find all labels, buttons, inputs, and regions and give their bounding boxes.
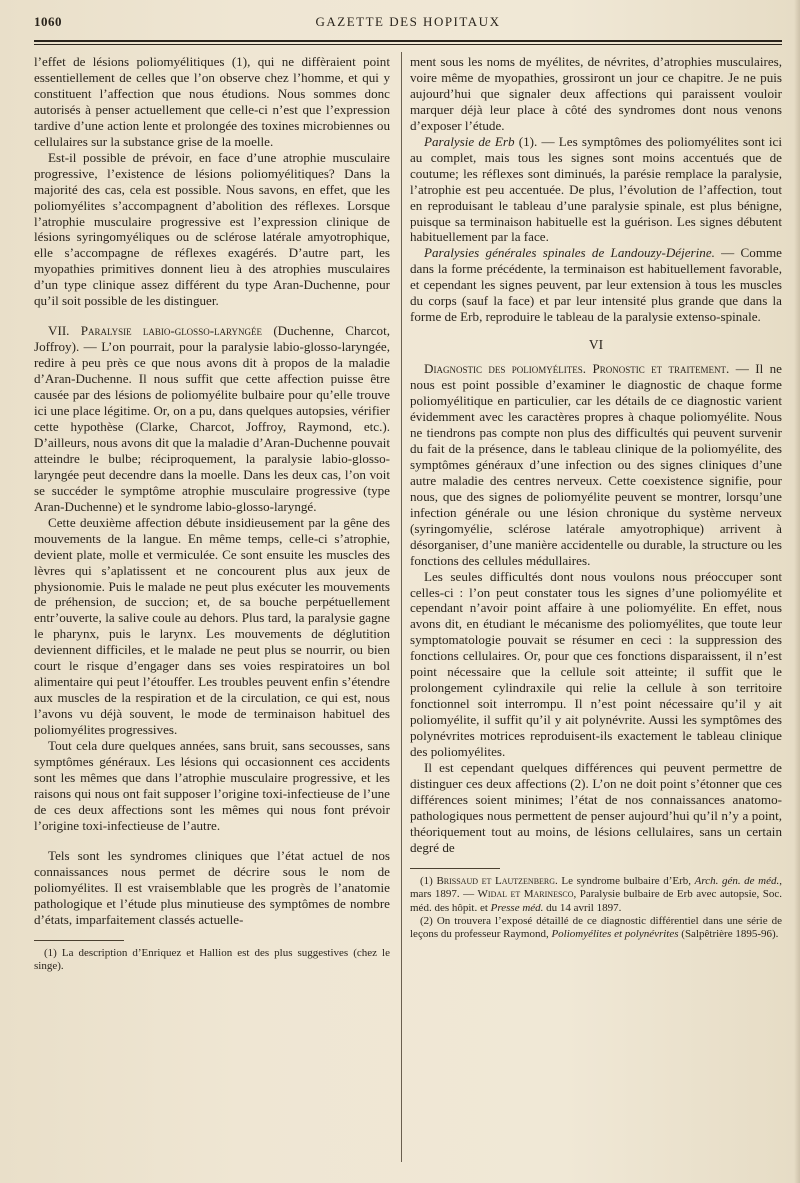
footnote [410, 915, 782, 942]
footnote-text: (2) On trouvera l’exposé détaillé de ce diagnostic différentiel dans une série de leçons du professeur Raymond, [410, 914, 782, 941]
header-rule-thick [34, 40, 782, 42]
left-column [34, 54, 390, 973]
paragraph: Tout cela dure quelques années, sans bruit, sans secousses, sans symptômes généraux. Les lésions qui occasionnent ces accidents sont les mêmes que dans l’atrophie musculaire progressive, et les raisons qui nous ont fait supposer l’origine toxi-infectieuse de l’une de ces deux affections sont les mêmes qui nous font prévoir l’origine toxi-infectieuse de l’autre. [34, 738, 390, 833]
paragraph: Cette deuxième affection débute insidieusement par la gêne des mouvements de la langue. En même temps, celle-ci s’atrophie, devient plate, molle et vermiculée. Ce sont ensuite les muscles des lèvres qui s’aplatissent et ne concourent plus aux jeux de physionomie. Puis le malade ne peut plus exécuter les mouvements de préhension, de succion; et, de sa bouche perpétuellement entr’ouverte, la salive coule au dehors. Plus tard, la paralysie gagne le pharynx, puis le larynx. Les mouvements de déglutition deviennent difficiles, et le malade ne peut plus se nourrir, ou bien court le risque d’engager dans ses voies respiratoires un bol alimentaire qui peut l’étouffer. Les troubles peuvent enfin s’étendre aux muscles de la respiration et de la circulation, ce qui est, nous l’avons vu déjà souvent, le mode de terminaison habituel des poliomyélites progressives. [34, 514, 390, 738]
footnote-separator [34, 940, 124, 941]
paragraph-text: (1). — Les symptômes des poliomyélites sont ici au complet, mais tous les signes sont moins accentués que de coutume; les réflexes sont diminués, la parésie remplace la paralysie, l’atrophie est peu accentuée. De plus, l’évolution de l’affection, tout en reproduisant le tableau d’une paralysie spinale, est plus bénigne, puisque sa terminaison habituelle est la guérison. Les signes débutent habituellement par la face. [410, 133, 782, 245]
footnote-separator [410, 868, 500, 869]
section-number: VI [588, 337, 604, 353]
paragraph: Tels sont les syndromes cliniques que l’état actuel de nos connaissances nous permet de décrire sous le nom de poliomyélites. Il est vraisemblable que les progrès de l’anatomie pathologique et l’étude plus minutieuse des symptômes de nombre d’états, imparfaitement classés actuelle- [34, 847, 390, 927]
footnote-marker: (1) [420, 874, 437, 887]
section-title: Diagnostic des poliomyélites. Pronostic et traitement. [424, 361, 730, 377]
paragraph: Est-il possible de prévoir, en face d’une atrophie musculaire progressive, l’existence de lésions poliomyélitiques? Dans la majorité des cas, cela est possible. Nous savons, en effet, que les poliomyélites s’accompagnent d’abolition des réflexes. Lorsque l’atrophie musculaire progressive est l’expression clinique de lésions syringomyéliques ou de sclérose latérale amyotrophique, elle s’accompagne de réflexes exagérés. D’autre part, les myopathies primitives donnent lieu à des atrophies musculaires d’un type clinique assez différent du type Aran-Duchenne, pour qu’il soit possible de les distinguer. [34, 149, 390, 309]
subheading: Paralysie de Erb [424, 133, 515, 149]
subheading: Paralysies générales spinales de Landouzy-Déjerine. [424, 245, 715, 261]
section-text: (Duchenne, Charcot, Joffroy). — L’on pourrait, pour la paralysie labio-glosso-laryngée, redire à peu près ce que nous avons dit à propos de la maladie d’Aran-Duchenne. Il nous suffit que cette affection puisse être causée par des lésions de poliomyélite bulbaire pour qu’elle trouve ici une place légitime. Or, on a pu, dans quelques autopsies, vérifier cette hypothèse (Clarke, Charcot, Joffroy, Raymond, etc.). D’ailleurs, nous avons dit que la maladie d’Aran-Duchenne pouvait atteindre le bulbe; réciproquement, la paralysie labio-glosso-laryngée peut decendre dans la moelle. Dans les deux cas, l’on voit se succéder le symptôme atrophie musculaire progressive (type Aran-Duchenne) et le syndrome labio-glosso-laryngé. [34, 323, 390, 514]
paragraph: l’effet de lésions poliomyélitiques (1), qui ne diffèraient point essentiellement de celles que l’on observe chez l’homme, et qui y constituent l’affection que nous étudions. Nous sommes donc autorisés à penser actuellement que celle-ci n’est que l’expression tardive d’une action lente et prolongée des toxines microbiennes ou cellulaires sur la substance grise de la moelle. [34, 54, 390, 149]
footnote [410, 875, 782, 915]
section-vii-paragraph [34, 323, 390, 514]
footnote: (1) La description d’Enriquez et Hallion est des plus suggestives (chez le singe). [34, 946, 390, 972]
footnote-text: , Paralysie bulbaire de Erb avec autopsie, Soc. méd. des hôpit. et [410, 888, 782, 914]
footnote-title: Poliomyélites et polynévrites [551, 928, 679, 941]
footnote-author: Widal et Marinesco [477, 888, 574, 901]
paragraph: ment sous les noms de myélites, de névrites, d’atrophies musculaires, voire même de myopathies, grossiront un jour ce chapitre. Je ne puis aujourd’hui que signaler deux affections qui paraissent vouloir marquer déjà leur place à côté des syndromes dont nous venons d’exposer l’étude. [410, 54, 782, 133]
paragraph: Il est cependant quelques différences qui peuvent permettre de distinguer ces deux affections (2). L’on ne doit point s’étonner que ces différences soient minimes; l’état de nos connaissances anatomo-pathologiques nous permettent de penser aujourd’hui qu’il n’y a point, théoriquement tout au moins, de lésions cellulaires, sans un certain degré de [410, 759, 782, 855]
footnote-text: . Le syndrome bulbaire d’Erb, [555, 874, 695, 887]
paragraph-text: — Comme dans la forme précédente, la terminaison est habituellement favorable, et cependant les signes peuvent, par leur extension à tous les muscles du corps (sauf la face) et par leur intensité plus grande que dans la forme de Erb, reproduire le tableau de la paralysie extenso-spinale. [410, 245, 782, 325]
right-column [410, 54, 782, 942]
page-edge-shadow [794, 0, 800, 1183]
footnotes [34, 947, 390, 974]
footnote-text: (Salpêtrière 1895-96). [678, 928, 779, 941]
section-vi-paragraph [410, 361, 782, 568]
footnote-text: , mars 1897. — [410, 874, 782, 901]
header-rule-thin [34, 44, 782, 45]
running-title: GAZETTE DES HOPITAUX [315, 14, 501, 29]
erb-paragraph [410, 134, 782, 246]
column-divider [401, 52, 402, 1162]
section-title: Paralysie labio-glosso-laryngée [80, 323, 263, 339]
section-text: — Il ne nous est point possible d’examiner le diagnostic de chaque forme poliomyélitique en particulier, car les détails de ce diagnostic varient évidemment avec les caractères propres à chaque poliomyélite. Nous ne tiendrons pas compte non plus des difficultés qui peuvent survenir du fait de la présence, dans le tableau clinique de la poliomyélite, des symptômes généraux d’une infection ou des signes cliniques d’une autre maladie des centres nerveux. Cette coexistence signifie, pour nous, que des signes de poliomyélite peuvent se montrer, lorsqu’une infection générale ou une lésion chronique du système nerveux (syringomyélie, sclérose latérale amyotrophique) arrivent à désorganiser, d’une manière accidentelle ou durable, la structure ou les fonctions des cellules médullaires. [410, 361, 782, 568]
page-number: 1060 [34, 14, 62, 29]
footnote-journal: Arch. gén. de méd. [694, 874, 780, 887]
paragraph: Les seules difficultés dont nous voulons nous préoccuper sont celles-ci : l’on peut constater tous les signes d’une poliomyélite et cependant n’avoir point affaire à une poliomyélite. En effet, nous avons dit, en étudiant le mécanisme des poliomyélites, que toute leur symptomatologie pouvait se résumer en ceci : la suppression des fonctions cellulaires. Or, pour que ces fonctions disparaissent, il n’est point nécessaire que la cellule soit atteinte; il suffit que le prolongement cylindraxile qui relie la cellule à son territoire fonctionnel soit interrompu. Il n’est point nécessaire qu’il y ait poliomyélite, il suffit qu’il y ait polynévrite. Aussi les symptômes des polynévrites motrices reproduisent-ils exactement le tableau clinique des poliomyélites. [410, 568, 782, 760]
landouzy-paragraph [410, 245, 782, 325]
footnote-author: Brissaud et Lautzenberg [436, 874, 556, 887]
section-label: VII. [48, 323, 70, 339]
footnote-text: du 14 avril 1897. [543, 901, 622, 914]
footnote-journal: Presse méd. [490, 901, 544, 914]
running-header [34, 14, 782, 34]
footnotes [410, 875, 782, 942]
